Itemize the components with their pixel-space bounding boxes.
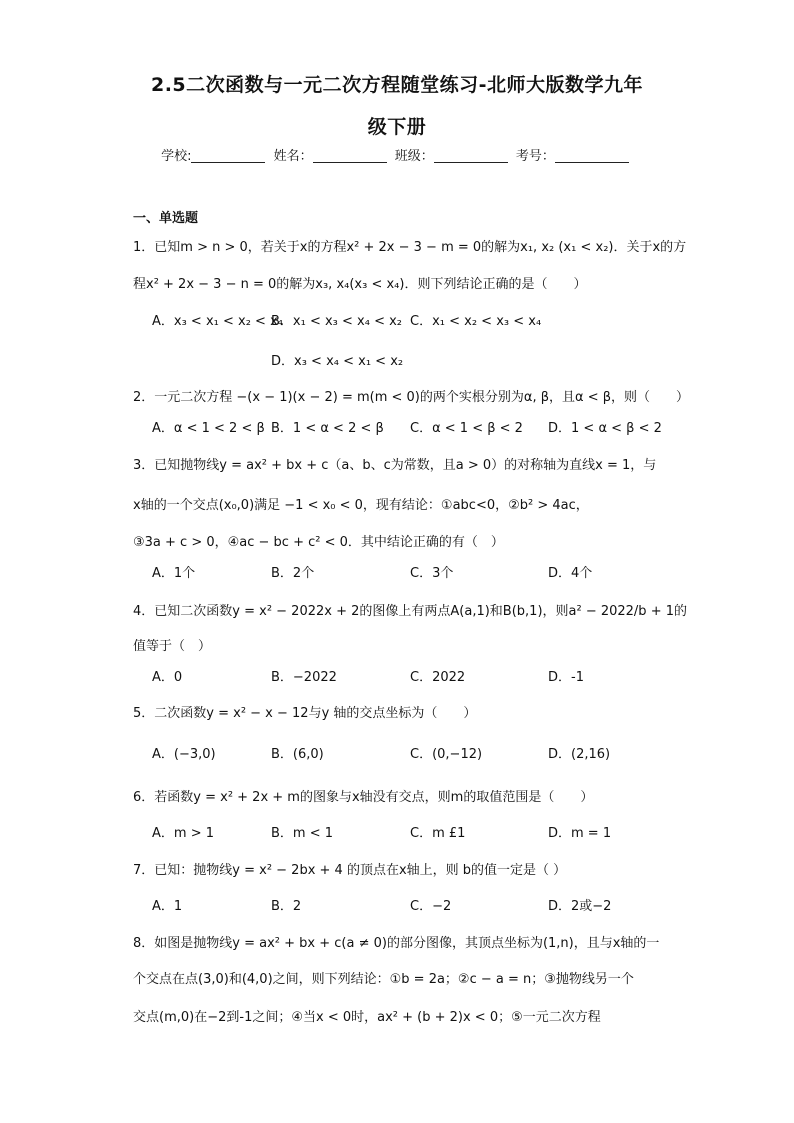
question-5-option-a[interactable]: A．(−3,0) — [152, 747, 216, 762]
question-3-line-3: ③3a + c > 0，④ac − bc + c² < 0．其中结论正确的有（ ） — [133, 535, 504, 550]
question-3-line-2: x轴的一个交点(x₀,0)满足 −1 < x₀ < 0，现有结论：①abc<0，②b² > 4ac， — [133, 498, 589, 513]
question-6-line-1: 6．若函数y = x² + 2x + m的图象与x轴没有交点，则m的取值范围是（ ） — [133, 790, 594, 805]
school-label: 学校: — [161, 149, 192, 164]
school-blank[interactable] — [191, 148, 265, 163]
exam-number-blank[interactable] — [555, 148, 629, 163]
question-4-option-c[interactable]: C．2022 — [410, 670, 466, 685]
question-5-line-1: 5．二次函数y = x² − x − 12与y 轴的交点坐标为（ ） — [133, 706, 477, 721]
question-7-option-d[interactable]: D．2或−2 — [548, 899, 612, 914]
question-7-line-1: 7．已知：抛物线y = x² − 2bx + 4 的顶点在x轴上，则 b的值一定是（ ） — [133, 863, 567, 878]
question-6-option-a[interactable]: A．m > 1 — [152, 826, 214, 841]
question-7-option-a[interactable]: A．1 — [152, 899, 183, 914]
question-1-option-b[interactable]: B．x₁ < x₃ < x₄ < x₂ — [271, 314, 403, 329]
question-3-option-c[interactable]: C．3个 — [410, 566, 454, 581]
class-blank[interactable] — [434, 148, 508, 163]
question-2-option-c[interactable]: C．α < 1 < β < 2 — [410, 421, 523, 436]
exam-number-label: 考号： — [515, 149, 555, 164]
question-7-option-b[interactable]: B．2 — [271, 899, 302, 914]
question-3-line-1: 3．已知抛物线y = ax² + bx + c（a、b、c为常数，且a > 0）的对称轴为直线x = 1，与 — [133, 458, 657, 473]
question-8-line-2: 个交点在点(3,0)和(4,0)之间，则下列结论：①b = 2a；②c − a = n；③抛物线另一个 — [133, 972, 634, 987]
student-info-row — [0, 145, 794, 164]
question-3-option-d[interactable]: D．4个 — [548, 566, 593, 581]
question-8-line-3: 交点(m,0)在−2到-1之间；④当x < 0时，ax² + (b + 2)x < 0；⑤一元二次方程 — [133, 1010, 601, 1025]
question-2-option-d[interactable]: D．1 < α < β < 2 — [548, 421, 662, 436]
question-4-option-b[interactable]: B．−2022 — [271, 670, 337, 685]
question-4-line-1: 4．已知二次函数y = x² − 2022x + 2的图像上有两点A(a,1)和B(b,1)，则a² − 2022/b + 1的 — [133, 604, 687, 619]
question-6-option-d[interactable]: D．m = 1 — [548, 826, 612, 841]
question-3-option-a[interactable]: A．1个 — [152, 566, 196, 581]
question-5-option-c[interactable]: C．(0,−12) — [410, 747, 483, 762]
question-1-option-a[interactable]: A．x₃ < x₁ < x₂ < x₄ — [152, 314, 283, 329]
question-5-option-b[interactable]: B．(6,0) — [271, 747, 324, 762]
question-2-option-b[interactable]: B．1 < α < 2 < β — [271, 421, 384, 436]
question-6-option-c[interactable]: C．m £1 — [410, 826, 466, 841]
question-2-line-1: 2．一元二次方程 −(x − 1)(x − 2) = m(m < 0)的两个实根分别为α, β，且α < β，则（ ） — [133, 390, 690, 405]
question-1-option-c[interactable]: C．x₁ < x₂ < x₃ < x₄ — [410, 314, 542, 329]
name-blank[interactable] — [313, 148, 387, 163]
name-label: 姓名： — [273, 149, 313, 164]
page-title-continued: 级下册 — [367, 116, 427, 138]
question-4-option-d[interactable]: D．-1 — [548, 670, 584, 685]
question-4-option-a[interactable]: A．0 — [152, 670, 183, 685]
class-label: 班级： — [394, 149, 434, 164]
section-title: 一、单选题 — [133, 211, 199, 226]
question-2-option-a[interactable]: A．α < 1 < 2 < β — [152, 421, 265, 436]
question-5-option-d[interactable]: D．(2,16) — [548, 747, 611, 762]
page-title: 2.5二次函数与一元二次方程随堂练习-北师大版数学九年 — [150, 74, 644, 96]
question-3-option-b[interactable]: B．2个 — [271, 566, 315, 581]
question-4-line-2: 值等于（ ） — [133, 639, 212, 654]
question-7-option-c[interactable]: C．−2 — [410, 899, 452, 914]
question-1-option-d[interactable]: D．x₃ < x₄ < x₁ < x₂ — [271, 354, 404, 369]
question-1-line-1: 1．已知m > n > 0，若关于x的方程x² + 2x − 3 − m = 0的解为x₁, x₂ (x₁ < x₂)．关于x的方 — [133, 240, 687, 255]
question-6-option-b[interactable]: B．m < 1 — [271, 826, 334, 841]
question-1-line-2: 程x² + 2x − 3 − n = 0的解为x₃, x₄(x₃ < x₄)．则下列结论正确的是（ ） — [133, 277, 587, 292]
question-8-line-1: 8．如图是抛物线y = ax² + bx + c(a ≠ 0)的部分图像，其顶点坐标为(1,n)，且与x轴的一 — [133, 936, 660, 951]
